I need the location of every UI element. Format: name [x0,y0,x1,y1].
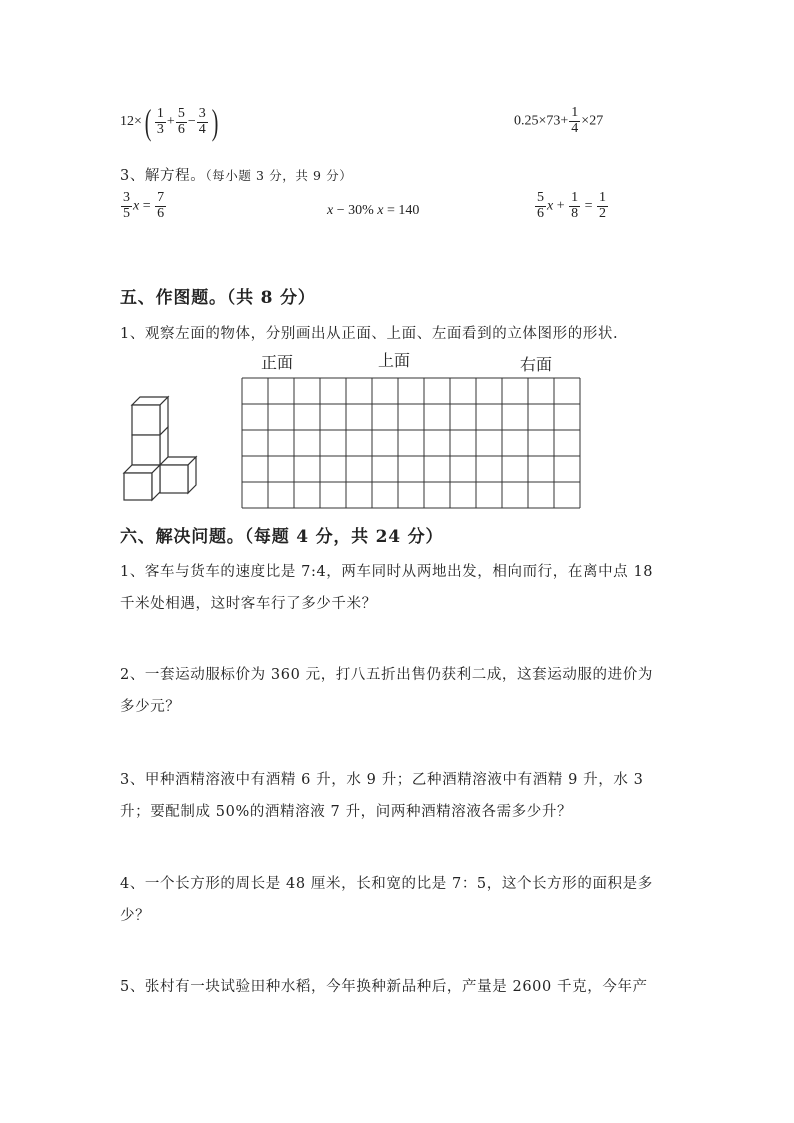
problem-1-line-2: 千米处相遇，这时客车行了多少千米？ [120,596,377,612]
equations-title: 3、解方程。（每小题 3 分，共 9 分） [120,168,353,184]
problem-2-line-1: 2、一套运动服标价为 360 元，打八五折出售仍获利二成，这套运动服的进价为 [120,667,653,683]
fraction: $\frac{1}{4}$ [571,105,579,136]
left-paren: ( [144,102,152,142]
fraction: $\frac{5}{6}$ [177,105,185,137]
problem-1-line-1: 1、客车与货车的速度比是 7:4，两车同时从两地出发，相向而行，在离中点 18 [120,564,654,580]
problem-3-line-2: 升；要配制成 50%的酒精溶液 7 升，问两种酒精溶液各需多少升？ [120,804,573,820]
label-front-view: 正面 [261,355,294,372]
equation-3: $\frac{5}{6}$ x + $\frac{1}{8}$ = $\frac{1}{2}$ [537,190,607,221]
problem-4-line-2: 少？ [120,908,151,924]
cube-figure [116,392,204,504]
problem-4-line-1: 4、一个长方形的周长是 48 厘米，长和宽的比是 7：5，这个长方形的面积是多 [120,876,653,892]
label-right-view: 右面 [520,357,553,374]
fraction: $\frac{3}{4}$ [198,105,206,137]
label-top-view: 上面 [378,353,411,370]
equation-2: x − 30% x = 140 [327,203,420,218]
problem-2-line-2: 多少元？ [120,699,181,715]
drawing-grid[interactable] [241,377,581,509]
expression-1-lead: 12× [120,114,142,130]
expression-2: 0.25×73+ $\frac{1}{4}$ ×27 [514,105,604,136]
section-5-heading: 五、作图题。（共 8 分） [120,288,316,308]
equation-1: $\frac{3}{5}$ x = $\frac{7}{6}$ [123,190,165,221]
expression-1: 12×( $\frac{1}{3}$ + $\frac{5}{6}$ − $\frac{3}{4}$ ) [120,102,219,142]
section-6-heading: 六、解决问题。（每题 4 分，共 24 分） [120,527,444,547]
fraction: $\frac{1}{3}$ [156,105,164,137]
problem-3-line-1: 3、甲种酒精溶液中有酒精 6 升，水 9 升；乙种酒精溶液中有酒精 9 升，水 3 [120,772,644,788]
problem-5-line-1: 5、张村有一块试验田种水稻，今年换种新品种后，产量是 2600 千克，今年产 [120,979,648,995]
right-paren: ) [211,102,219,142]
section-5-question-1: 1、观察左面的物体，分别画出从正面、上面、左面看到的立体图形的形状. [120,326,619,342]
